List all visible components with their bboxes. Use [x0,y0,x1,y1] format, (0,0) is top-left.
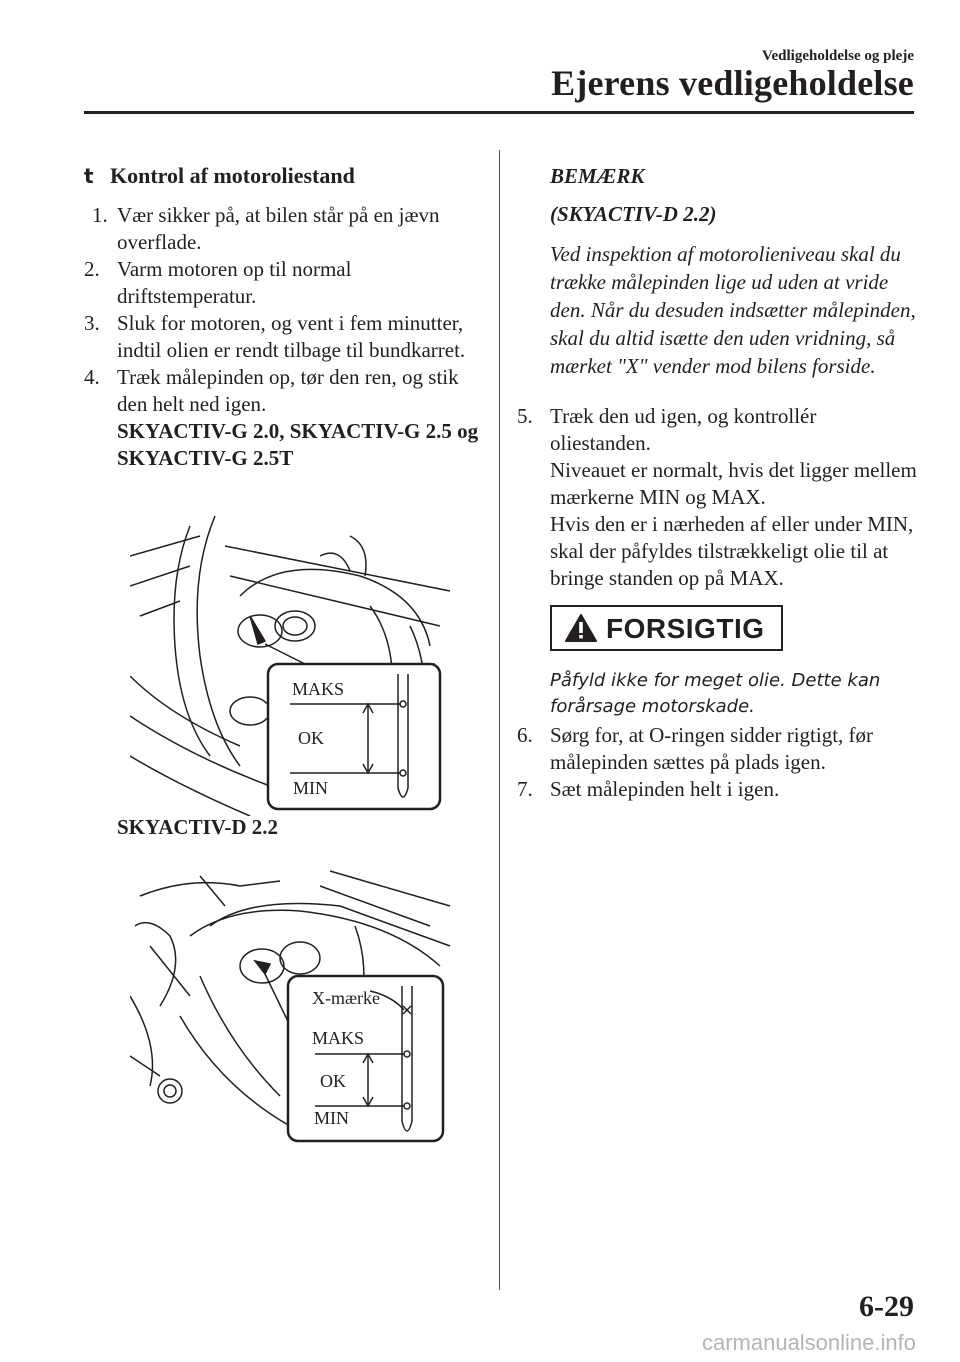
dipstick-figure-diesel [130,866,460,1156]
diesel-variant-heading: SKYACTIV-D 2.2 [117,815,279,839]
note-title: BEMÆRK [550,164,645,188]
watermark: carmanualsonline.info [701,1330,916,1355]
maks-label: MAKS [292,679,345,699]
ok-label: OK [298,728,324,748]
chapter-title: Vedligeholdelse og pleje [762,48,914,64]
section-title: Ejerens vedligeholdelse [551,63,914,103]
ok-label: OK [320,1071,346,1091]
step5-extra-1: Niveauet er normalt, hvis det ligger mellem mærkerne MIN og MAX. [550,458,917,509]
note-variant: (SKYACTIV-D 2.2) [550,202,717,226]
bullet-icon: t [84,164,94,188]
engine-variant-label: SKYACTIV-G 2.0, SKYACTIV-G 2.5 og SKYACTIV-G 2.5T [117,419,479,470]
x-mark-label: X-mærke [312,988,380,1008]
warning-text: Påfyld ikke for meget olie. Dette kan forårsage motorskade. [550,670,881,717]
section-heading [84,163,355,189]
list-item: 7. Sæt målepinden helt i igen. [517,777,780,801]
min-label: MIN [293,778,328,798]
maks-label: MAKS [312,1028,365,1048]
list-item: 3. Sluk for motoren, og vent i fem minutter, indtil olien er rendt tilbage til bundkarret. [84,311,466,362]
note-body: Ved inspektion af motorolieniveau skal du trække målepinden lige ud uden at vride den. Når du desuden indsætter målepinden, skal du altid isætte den uden vridning, så mærket "X" vender mod bilens forside. [550,242,916,378]
engine-illustration [130,866,460,1156]
warning-triangle-icon [564,613,598,643]
list-item: 5. Træk den ud igen, og kontrollér oliestanden. Niveauet er normalt, hvis det ligger mellem mærkerne MIN og MAX. Hvis den er i nærheden af eller under MIN, skal der påfyldes tilstrækkeligt olie til at bringe standen op på MAX. [517,404,917,590]
engine-illustration [130,516,460,816]
list-item: 6. Sørg for, at O-ringen sidder rigtigt, før målepinden sættes på plads igen. [517,723,874,774]
column-divider [499,150,500,1290]
header-rule [84,111,914,114]
steps-list-right [517,403,917,592]
heading-text: Kontrol af motoroliestand [110,163,355,188]
steps-list-right-2 [517,722,917,803]
steps-list-left [84,202,484,472]
list-item: 1. Vær sikker på, at bilen står på en jævn overflade. [92,203,440,254]
list-item: 2. Varm motoren op til normal driftstemperatur. [84,257,352,308]
warning-box [550,605,783,651]
warning-label: FORSIGTIG [606,613,765,644]
step5-extra-2: Hvis den er i nærheden af eller under MIN, skal der påfyldes tilstrækkeligt olie til at bringe standen op på MAX. [550,512,914,590]
min-label: MIN [314,1108,349,1128]
dipstick-figure-gasoline [130,516,460,816]
list-item: 4. Træk målepinden op, tør den ren, og stik den helt ned igen. SKYACTIV-G 2.0, SKYACTIV-G 2.5 og SKYACTIV-G 2.5T [84,364,484,472]
page-number: 6-29 [859,1290,914,1323]
